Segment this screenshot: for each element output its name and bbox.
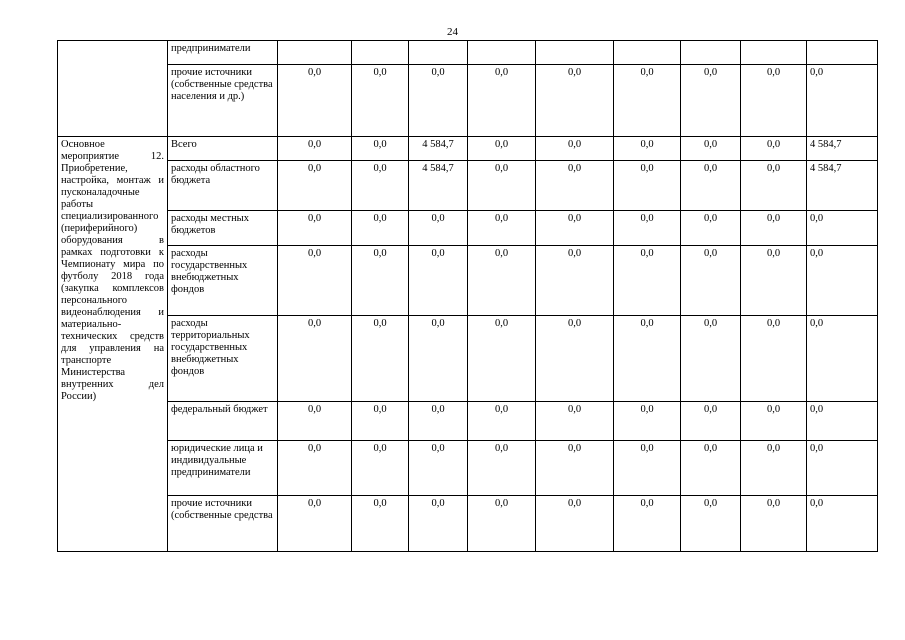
value-cell: 0,0 <box>468 161 536 211</box>
value-cell: 0,0 <box>278 211 352 246</box>
value-cell: 0,0 <box>681 441 741 496</box>
value-cell <box>278 41 352 65</box>
value-cell: 0,0 <box>278 316 352 402</box>
value-cell: 0,0 <box>468 246 536 316</box>
value-cell: 0,0 <box>741 402 807 441</box>
value-cell: 0,0 <box>807 246 878 316</box>
value-cell: 0,0 <box>807 211 878 246</box>
value-cell <box>741 41 807 65</box>
funding-source-cell: предприниматели <box>168 41 278 65</box>
funding-source-cell: расходы областного бюджета <box>168 161 278 211</box>
value-cell: 0,0 <box>468 316 536 402</box>
value-cell <box>409 41 468 65</box>
table-row <box>58 402 878 441</box>
value-cell: 0,0 <box>681 65 741 137</box>
value-cell: 0,0 <box>614 161 681 211</box>
value-cell: 0,0 <box>278 441 352 496</box>
funding-source-cell: Всего <box>168 137 278 161</box>
value-cell: 0,0 <box>409 402 468 441</box>
value-cell <box>468 41 536 65</box>
value-cell: 0,0 <box>681 211 741 246</box>
value-cell: 0,0 <box>614 65 681 137</box>
value-cell: 0,0 <box>352 402 409 441</box>
value-cell: 0,0 <box>741 496 807 552</box>
value-cell: 0,0 <box>807 65 878 137</box>
value-cell: 0,0 <box>614 496 681 552</box>
value-cell: 0,0 <box>278 402 352 441</box>
value-cell <box>352 41 409 65</box>
funding-source-cell: прочие источники (собственные средства <box>168 496 278 552</box>
value-cell: 0,0 <box>352 496 409 552</box>
value-cell: 0,0 <box>278 65 352 137</box>
value-cell: 0,0 <box>536 402 614 441</box>
value-cell: 0,0 <box>352 246 409 316</box>
value-cell <box>807 41 878 65</box>
table-row <box>58 496 878 552</box>
value-cell: 0,0 <box>681 246 741 316</box>
page-number: 24 <box>447 26 458 38</box>
value-cell: 0,0 <box>352 161 409 211</box>
value-cell: 4 584,7 <box>409 161 468 211</box>
table-row <box>58 211 878 246</box>
budget-table <box>57 40 878 552</box>
value-cell: 0,0 <box>352 211 409 246</box>
activity-cell: Основное мероприятие 12. Приобретение, настройка, монтаж и пусконаладочные работы специализированного (периферийного) оборудования в рамках подготовки к Чемпионату мира по футболу 2018 года (закупка комплексов персонального видеонаблюдения и материально-технических средств для управления на транспорте Министерства внутренних дел России) <box>58 137 168 552</box>
value-cell: 0,0 <box>807 441 878 496</box>
funding-source-cell: прочие источники (собственные средства населения и др.) <box>168 65 278 137</box>
value-cell: 0,0 <box>468 441 536 496</box>
value-cell: 0,0 <box>278 496 352 552</box>
value-cell: 0,0 <box>468 137 536 161</box>
funding-source-cell: федеральный бюджет <box>168 402 278 441</box>
budget-table-body <box>58 41 878 552</box>
value-cell: 0,0 <box>741 246 807 316</box>
value-cell: 4 584,7 <box>807 137 878 161</box>
value-cell: 0,0 <box>614 246 681 316</box>
value-cell: 0,0 <box>278 137 352 161</box>
value-cell: 0,0 <box>536 161 614 211</box>
value-cell <box>614 41 681 65</box>
value-cell: 0,0 <box>614 441 681 496</box>
value-cell: 0,0 <box>409 496 468 552</box>
value-cell: 0,0 <box>352 441 409 496</box>
value-cell: 4 584,7 <box>409 137 468 161</box>
value-cell: 0,0 <box>741 441 807 496</box>
value-cell: 0,0 <box>409 246 468 316</box>
value-cell: 0,0 <box>468 211 536 246</box>
value-cell: 0,0 <box>468 402 536 441</box>
value-cell: 0,0 <box>278 161 352 211</box>
value-cell: 0,0 <box>352 65 409 137</box>
table-row <box>58 137 878 161</box>
value-cell: 0,0 <box>409 211 468 246</box>
value-cell: 0,0 <box>536 211 614 246</box>
value-cell: 0,0 <box>741 316 807 402</box>
value-cell: 0,0 <box>614 137 681 161</box>
value-cell: 0,0 <box>681 316 741 402</box>
value-cell: 0,0 <box>614 402 681 441</box>
empty-activity-cell <box>58 41 168 137</box>
value-cell: 0,0 <box>807 496 878 552</box>
value-cell: 0,0 <box>536 316 614 402</box>
value-cell <box>536 41 614 65</box>
value-cell: 0,0 <box>741 65 807 137</box>
value-cell: 0,0 <box>536 246 614 316</box>
table-row <box>58 441 878 496</box>
value-cell: 0,0 <box>807 316 878 402</box>
value-cell: 0,0 <box>681 137 741 161</box>
table-row <box>58 161 878 211</box>
value-cell: 0,0 <box>536 496 614 552</box>
value-cell: 0,0 <box>352 137 409 161</box>
value-cell: 4 584,7 <box>807 161 878 211</box>
funding-source-cell: расходы территориальных государственных внебюджетных фондов <box>168 316 278 402</box>
funding-source-cell: юридические лица и индивидуальные предприниматели <box>168 441 278 496</box>
value-cell: 0,0 <box>741 161 807 211</box>
value-cell: 0,0 <box>681 402 741 441</box>
table-row <box>58 316 878 402</box>
value-cell: 0,0 <box>614 316 681 402</box>
value-cell: 0,0 <box>352 316 409 402</box>
value-cell: 0,0 <box>278 246 352 316</box>
value-cell: 0,0 <box>807 402 878 441</box>
value-cell: 0,0 <box>468 65 536 137</box>
value-cell: 0,0 <box>536 65 614 137</box>
funding-source-cell: расходы государственных внебюджетных фондов <box>168 246 278 316</box>
value-cell: 0,0 <box>741 211 807 246</box>
value-cell: 0,0 <box>681 161 741 211</box>
table-row <box>58 41 878 65</box>
value-cell: 0,0 <box>536 441 614 496</box>
value-cell: 0,0 <box>614 211 681 246</box>
value-cell: 0,0 <box>468 496 536 552</box>
value-cell: 0,0 <box>681 496 741 552</box>
funding-source-cell: расходы местных бюджетов <box>168 211 278 246</box>
value-cell: 0,0 <box>409 316 468 402</box>
table-row <box>58 246 878 316</box>
value-cell: 0,0 <box>536 137 614 161</box>
table-row <box>58 65 878 137</box>
value-cell: 0,0 <box>409 441 468 496</box>
value-cell <box>681 41 741 65</box>
value-cell: 0,0 <box>409 65 468 137</box>
value-cell: 0,0 <box>741 137 807 161</box>
